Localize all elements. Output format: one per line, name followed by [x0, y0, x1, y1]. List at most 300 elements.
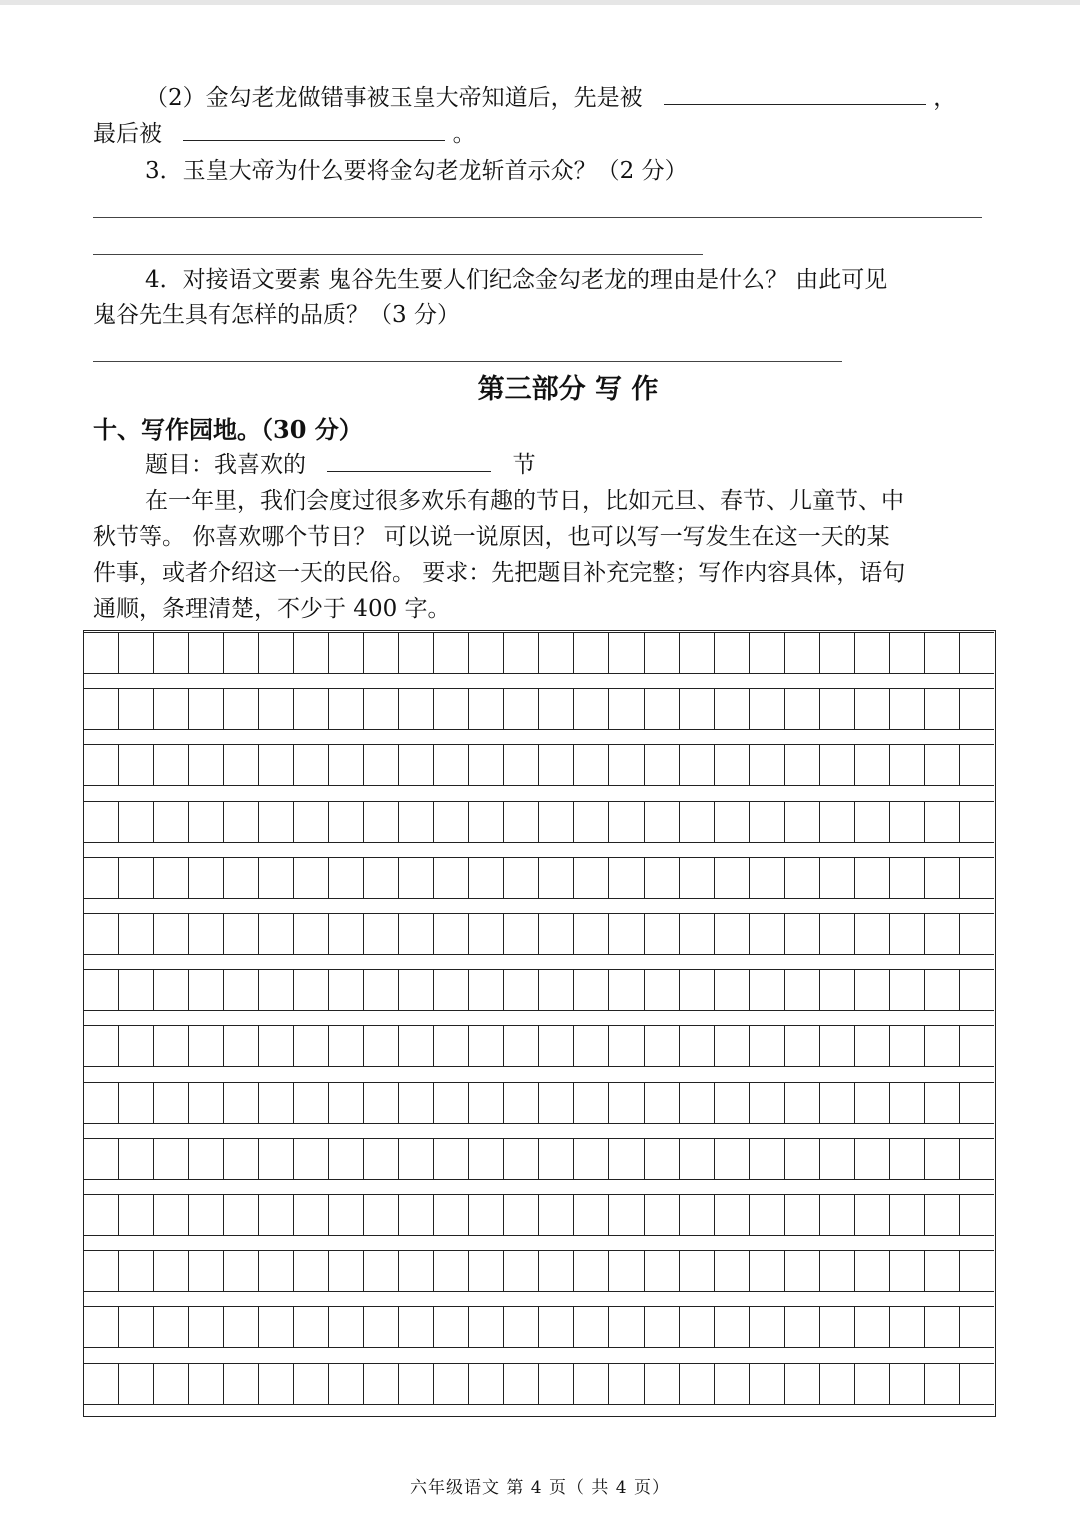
- grid-cell[interactable]: [890, 1082, 925, 1124]
- grid-cell[interactable]: [855, 913, 890, 955]
- grid-cell[interactable]: [189, 857, 224, 899]
- grid-cell[interactable]: [539, 1138, 574, 1180]
- grid-cell[interactable]: [960, 632, 994, 674]
- grid-cell[interactable]: [259, 632, 294, 674]
- grid-cell[interactable]: [680, 1250, 715, 1292]
- grid-cell[interactable]: [259, 913, 294, 955]
- grid-cell[interactable]: [84, 688, 119, 730]
- grid-cell[interactable]: [469, 1250, 504, 1292]
- grid-cell[interactable]: [925, 801, 960, 843]
- grid-cell[interactable]: [960, 801, 994, 843]
- grid-cell[interactable]: [925, 1250, 960, 1292]
- grid-cell[interactable]: [329, 744, 364, 786]
- grid-cell[interactable]: [960, 1306, 994, 1348]
- grid-cell[interactable]: [890, 913, 925, 955]
- grid-cell[interactable]: [399, 913, 434, 955]
- grid-cell[interactable]: [399, 1025, 434, 1067]
- grid-cell[interactable]: [189, 969, 224, 1011]
- grid-cell[interactable]: [645, 801, 680, 843]
- grid-cell[interactable]: [890, 1025, 925, 1067]
- grid-cell[interactable]: [294, 688, 329, 730]
- grid-cell[interactable]: [820, 688, 855, 730]
- grid-cell[interactable]: [224, 1250, 259, 1292]
- grid-cell[interactable]: [119, 1250, 154, 1292]
- grid-cell[interactable]: [574, 688, 609, 730]
- grid-cell[interactable]: [434, 1306, 469, 1348]
- grid-cell[interactable]: [785, 632, 820, 674]
- grid-cell[interactable]: [715, 801, 750, 843]
- grid-cell[interactable]: [329, 1082, 364, 1124]
- grid-cell[interactable]: [960, 1194, 994, 1236]
- grid-cell[interactable]: [224, 969, 259, 1011]
- grid-cell[interactable]: [224, 913, 259, 955]
- grid-cell[interactable]: [715, 1306, 750, 1348]
- grid-cell[interactable]: [925, 1082, 960, 1124]
- grid-cell[interactable]: [504, 1363, 539, 1405]
- grid-cell[interactable]: [680, 801, 715, 843]
- grid-cell[interactable]: [539, 688, 574, 730]
- grid-cell[interactable]: [294, 969, 329, 1011]
- grid-cell[interactable]: [609, 913, 644, 955]
- grid-cell[interactable]: [294, 857, 329, 899]
- grid-cell[interactable]: [574, 801, 609, 843]
- grid-cell[interactable]: [434, 1082, 469, 1124]
- grid-cell[interactable]: [154, 801, 189, 843]
- grid-cell[interactable]: [785, 913, 820, 955]
- grid-cell[interactable]: [750, 1138, 785, 1180]
- grid-cell[interactable]: [960, 857, 994, 899]
- grid-cell[interactable]: [680, 913, 715, 955]
- grid-cell[interactable]: [189, 913, 224, 955]
- q4-answer-line[interactable]: [93, 361, 842, 362]
- grid-cell[interactable]: [294, 744, 329, 786]
- grid-cell[interactable]: [399, 1306, 434, 1348]
- grid-cell[interactable]: [434, 744, 469, 786]
- grid-cell[interactable]: [750, 1082, 785, 1124]
- grid-cell[interactable]: [224, 1025, 259, 1067]
- grid-cell[interactable]: [259, 1363, 294, 1405]
- grid-cell[interactable]: [645, 744, 680, 786]
- grid-cell[interactable]: [329, 1250, 364, 1292]
- grid-cell[interactable]: [154, 1194, 189, 1236]
- grid-cell[interactable]: [785, 1194, 820, 1236]
- grid-cell[interactable]: [469, 744, 504, 786]
- grid-cell[interactable]: [224, 857, 259, 899]
- grid-cell[interactable]: [294, 632, 329, 674]
- grid-cell[interactable]: [609, 632, 644, 674]
- grid-cell[interactable]: [84, 1082, 119, 1124]
- grid-cell[interactable]: [154, 913, 189, 955]
- grid-cell[interactable]: [645, 857, 680, 899]
- grid-cell[interactable]: [259, 1194, 294, 1236]
- grid-cell[interactable]: [469, 801, 504, 843]
- grid-cell[interactable]: [539, 1363, 574, 1405]
- grid-cell[interactable]: [399, 1138, 434, 1180]
- grid-cell[interactable]: [890, 744, 925, 786]
- grid-cell[interactable]: [645, 688, 680, 730]
- grid-cell[interactable]: [715, 1194, 750, 1236]
- grid-cell[interactable]: [154, 744, 189, 786]
- grid-cell[interactable]: [294, 1306, 329, 1348]
- grid-cell[interactable]: [469, 688, 504, 730]
- grid-cell[interactable]: [329, 1138, 364, 1180]
- grid-cell[interactable]: [609, 688, 644, 730]
- grid-cell[interactable]: [539, 1194, 574, 1236]
- grid-cell[interactable]: [294, 1025, 329, 1067]
- grid-cell[interactable]: [855, 1025, 890, 1067]
- grid-cell[interactable]: [785, 1025, 820, 1067]
- grid-cell[interactable]: [574, 1025, 609, 1067]
- grid-cell[interactable]: [119, 913, 154, 955]
- grid-cell[interactable]: [119, 1363, 154, 1405]
- grid-cell[interactable]: [574, 1363, 609, 1405]
- grid-cell[interactable]: [504, 969, 539, 1011]
- grid-cell[interactable]: [294, 1363, 329, 1405]
- grid-cell[interactable]: [469, 857, 504, 899]
- grid-cell[interactable]: [750, 1194, 785, 1236]
- grid-cell[interactable]: [855, 744, 890, 786]
- grid-cell[interactable]: [855, 1250, 890, 1292]
- grid-cell[interactable]: [785, 1306, 820, 1348]
- grid-cell[interactable]: [785, 1363, 820, 1405]
- grid-cell[interactable]: [539, 1306, 574, 1348]
- grid-cell[interactable]: [609, 801, 644, 843]
- grid-cell[interactable]: [329, 913, 364, 955]
- grid-cell[interactable]: [715, 857, 750, 899]
- grid-cell[interactable]: [329, 801, 364, 843]
- grid-cell[interactable]: [189, 1250, 224, 1292]
- grid-cell[interactable]: [785, 1250, 820, 1292]
- grid-cell[interactable]: [504, 801, 539, 843]
- grid-cell[interactable]: [434, 969, 469, 1011]
- q3-answer-line-1[interactable]: [93, 217, 982, 218]
- grid-cell[interactable]: [399, 632, 434, 674]
- grid-cell[interactable]: [329, 1194, 364, 1236]
- grid-cell[interactable]: [715, 1025, 750, 1067]
- grid-cell[interactable]: [960, 744, 994, 786]
- grid-cell[interactable]: [329, 632, 364, 674]
- grid-cell[interactable]: [715, 1082, 750, 1124]
- grid-cell[interactable]: [294, 1138, 329, 1180]
- grid-cell[interactable]: [469, 1082, 504, 1124]
- grid-cell[interactable]: [750, 744, 785, 786]
- grid-cell[interactable]: [364, 857, 399, 899]
- q2-2-blank-last[interactable]: [183, 120, 445, 141]
- grid-cell[interactable]: [609, 1082, 644, 1124]
- grid-cell[interactable]: [750, 1025, 785, 1067]
- grid-cell[interactable]: [329, 857, 364, 899]
- grid-cell[interactable]: [855, 688, 890, 730]
- grid-cell[interactable]: [750, 632, 785, 674]
- grid-cell[interactable]: [224, 1138, 259, 1180]
- grid-cell[interactable]: [574, 1082, 609, 1124]
- grid-cell[interactable]: [259, 969, 294, 1011]
- grid-cell[interactable]: [189, 1363, 224, 1405]
- grid-cell[interactable]: [469, 1306, 504, 1348]
- grid-cell[interactable]: [960, 1363, 994, 1405]
- grid-cell[interactable]: [504, 1194, 539, 1236]
- grid-cell[interactable]: [820, 632, 855, 674]
- grid-cell[interactable]: [680, 1025, 715, 1067]
- grid-cell[interactable]: [609, 1025, 644, 1067]
- q3-answer-line-2[interactable]: [93, 254, 703, 255]
- grid-cell[interactable]: [154, 1250, 189, 1292]
- grid-cell[interactable]: [84, 1363, 119, 1405]
- grid-cell[interactable]: [294, 801, 329, 843]
- grid-cell[interactable]: [434, 913, 469, 955]
- grid-cell[interactable]: [434, 857, 469, 899]
- grid-cell[interactable]: [189, 1138, 224, 1180]
- grid-cell[interactable]: [750, 1250, 785, 1292]
- grid-cell[interactable]: [750, 688, 785, 730]
- grid-cell[interactable]: [715, 632, 750, 674]
- grid-cell[interactable]: [890, 1250, 925, 1292]
- grid-cell[interactable]: [154, 969, 189, 1011]
- grid-cell[interactable]: [925, 1138, 960, 1180]
- grid-cell[interactable]: [469, 969, 504, 1011]
- grid-cell[interactable]: [154, 1025, 189, 1067]
- grid-cell[interactable]: [820, 1250, 855, 1292]
- grid-cell[interactable]: [539, 913, 574, 955]
- grid-cell[interactable]: [364, 1082, 399, 1124]
- grid-cell[interactable]: [820, 744, 855, 786]
- grid-cell[interactable]: [539, 801, 574, 843]
- grid-cell[interactable]: [119, 1306, 154, 1348]
- grid-cell[interactable]: [84, 1025, 119, 1067]
- grid-cell[interactable]: [224, 744, 259, 786]
- grid-cell[interactable]: [259, 1025, 294, 1067]
- grid-cell[interactable]: [645, 913, 680, 955]
- grid-cell[interactable]: [574, 1194, 609, 1236]
- grid-cell[interactable]: [399, 857, 434, 899]
- grid-cell[interactable]: [399, 744, 434, 786]
- grid-cell[interactable]: [84, 1306, 119, 1348]
- grid-cell[interactable]: [434, 688, 469, 730]
- grid-cell[interactable]: [154, 857, 189, 899]
- grid-cell[interactable]: [399, 1194, 434, 1236]
- grid-cell[interactable]: [119, 1025, 154, 1067]
- grid-cell[interactable]: [785, 969, 820, 1011]
- grid-cell[interactable]: [364, 1194, 399, 1236]
- grid-cell[interactable]: [855, 632, 890, 674]
- grid-cell[interactable]: [785, 801, 820, 843]
- grid-cell[interactable]: [574, 1138, 609, 1180]
- grid-cell[interactable]: [154, 632, 189, 674]
- grid-cell[interactable]: [119, 857, 154, 899]
- grid-cell[interactable]: [925, 1194, 960, 1236]
- grid-cell[interactable]: [960, 913, 994, 955]
- grid-cell[interactable]: [574, 969, 609, 1011]
- grid-cell[interactable]: [329, 1306, 364, 1348]
- grid-cell[interactable]: [925, 744, 960, 786]
- grid-cell[interactable]: [715, 744, 750, 786]
- grid-cell[interactable]: [539, 744, 574, 786]
- grid-cell[interactable]: [434, 632, 469, 674]
- grid-cell[interactable]: [574, 632, 609, 674]
- grid-cell[interactable]: [84, 969, 119, 1011]
- grid-cell[interactable]: [364, 688, 399, 730]
- grid-cell[interactable]: [224, 1363, 259, 1405]
- grid-cell[interactable]: [750, 801, 785, 843]
- grid-cell[interactable]: [960, 1250, 994, 1292]
- grid-cell[interactable]: [645, 1082, 680, 1124]
- grid-cell[interactable]: [504, 688, 539, 730]
- grid-cell[interactable]: [890, 857, 925, 899]
- grid-cell[interactable]: [329, 1363, 364, 1405]
- grid-cell[interactable]: [855, 1363, 890, 1405]
- grid-cell[interactable]: [539, 1250, 574, 1292]
- grid-cell[interactable]: [294, 913, 329, 955]
- grid-cell[interactable]: [680, 1138, 715, 1180]
- grid-cell[interactable]: [960, 1025, 994, 1067]
- grid-cell[interactable]: [609, 1250, 644, 1292]
- grid-cell[interactable]: [715, 969, 750, 1011]
- grid-cell[interactable]: [890, 1194, 925, 1236]
- grid-cell[interactable]: [364, 1363, 399, 1405]
- grid-cell[interactable]: [504, 1306, 539, 1348]
- grid-cell[interactable]: [119, 744, 154, 786]
- grid-cell[interactable]: [504, 1025, 539, 1067]
- grid-cell[interactable]: [750, 857, 785, 899]
- grid-cell[interactable]: [84, 632, 119, 674]
- grid-cell[interactable]: [539, 1082, 574, 1124]
- grid-cell[interactable]: [189, 744, 224, 786]
- grid-cell[interactable]: [364, 632, 399, 674]
- grid-cell[interactable]: [119, 632, 154, 674]
- grid-cell[interactable]: [329, 688, 364, 730]
- grid-cell[interactable]: [224, 688, 259, 730]
- grid-cell[interactable]: [469, 913, 504, 955]
- grid-cell[interactable]: [154, 1138, 189, 1180]
- grid-cell[interactable]: [785, 744, 820, 786]
- grid-cell[interactable]: [119, 801, 154, 843]
- grid-cell[interactable]: [820, 1194, 855, 1236]
- grid-cell[interactable]: [645, 1138, 680, 1180]
- grid-cell[interactable]: [750, 913, 785, 955]
- grid-cell[interactable]: [224, 632, 259, 674]
- grid-cell[interactable]: [925, 857, 960, 899]
- grid-cell[interactable]: [294, 1194, 329, 1236]
- q2-2-blank-first[interactable]: [664, 84, 926, 105]
- grid-cell[interactable]: [609, 1194, 644, 1236]
- grid-cell[interactable]: [119, 1194, 154, 1236]
- grid-cell[interactable]: [785, 1082, 820, 1124]
- grid-cell[interactable]: [609, 857, 644, 899]
- grid-cell[interactable]: [364, 1138, 399, 1180]
- grid-cell[interactable]: [785, 688, 820, 730]
- grid-cell[interactable]: [119, 688, 154, 730]
- grid-cell[interactable]: [539, 857, 574, 899]
- grid-cell[interactable]: [750, 1306, 785, 1348]
- grid-cell[interactable]: [469, 1138, 504, 1180]
- grid-cell[interactable]: [820, 1025, 855, 1067]
- grid-cell[interactable]: [364, 913, 399, 955]
- grid-cell[interactable]: [399, 801, 434, 843]
- grid-cell[interactable]: [820, 913, 855, 955]
- grid-cell[interactable]: [189, 1025, 224, 1067]
- grid-cell[interactable]: [189, 801, 224, 843]
- grid-cell[interactable]: [364, 1025, 399, 1067]
- grid-cell[interactable]: [855, 801, 890, 843]
- grid-cell[interactable]: [820, 969, 855, 1011]
- grid-cell[interactable]: [259, 744, 294, 786]
- grid-cell[interactable]: [645, 969, 680, 1011]
- grid-cell[interactable]: [469, 1363, 504, 1405]
- grid-cell[interactable]: [504, 857, 539, 899]
- grid-cell[interactable]: [119, 969, 154, 1011]
- grid-cell[interactable]: [855, 1306, 890, 1348]
- grid-cell[interactable]: [574, 1306, 609, 1348]
- grid-cell[interactable]: [680, 857, 715, 899]
- grid-cell[interactable]: [574, 744, 609, 786]
- grid-cell[interactable]: [469, 1194, 504, 1236]
- grid-cell[interactable]: [504, 744, 539, 786]
- grid-cell[interactable]: [469, 1025, 504, 1067]
- grid-cell[interactable]: [925, 688, 960, 730]
- grid-cell[interactable]: [890, 1363, 925, 1405]
- grid-cell[interactable]: [434, 1363, 469, 1405]
- grid-cell[interactable]: [890, 1138, 925, 1180]
- grid-cell[interactable]: [855, 1082, 890, 1124]
- grid-cell[interactable]: [925, 913, 960, 955]
- grid-cell[interactable]: [364, 744, 399, 786]
- grid-cell[interactable]: [84, 801, 119, 843]
- grid-cell[interactable]: [364, 1306, 399, 1348]
- grid-cell[interactable]: [925, 1363, 960, 1405]
- grid-cell[interactable]: [434, 801, 469, 843]
- grid-cell[interactable]: [154, 1306, 189, 1348]
- grid-cell[interactable]: [539, 969, 574, 1011]
- grid-cell[interactable]: [715, 913, 750, 955]
- grid-cell[interactable]: [224, 1194, 259, 1236]
- grid-cell[interactable]: [715, 688, 750, 730]
- grid-cell[interactable]: [645, 1025, 680, 1067]
- grid-cell[interactable]: [609, 969, 644, 1011]
- grid-cell[interactable]: [84, 1250, 119, 1292]
- grid-cell[interactable]: [504, 632, 539, 674]
- grid-cell[interactable]: [715, 1138, 750, 1180]
- grid-cell[interactable]: [259, 1306, 294, 1348]
- grid-cell[interactable]: [855, 969, 890, 1011]
- grid-cell[interactable]: [154, 688, 189, 730]
- grid-cell[interactable]: [960, 1082, 994, 1124]
- topic-blank[interactable]: [327, 451, 491, 472]
- grid-cell[interactable]: [224, 1306, 259, 1348]
- grid-cell[interactable]: [960, 1138, 994, 1180]
- grid-cell[interactable]: [154, 1082, 189, 1124]
- grid-cell[interactable]: [189, 1306, 224, 1348]
- grid-cell[interactable]: [925, 1025, 960, 1067]
- grid-cell[interactable]: [820, 1138, 855, 1180]
- grid-cell[interactable]: [645, 1194, 680, 1236]
- grid-cell[interactable]: [785, 857, 820, 899]
- grid-cell[interactable]: [680, 1306, 715, 1348]
- grid-cell[interactable]: [504, 1138, 539, 1180]
- grid-cell[interactable]: [890, 801, 925, 843]
- grid-cell[interactable]: [645, 1363, 680, 1405]
- grid-cell[interactable]: [750, 969, 785, 1011]
- grid-cell[interactable]: [329, 969, 364, 1011]
- grid-cell[interactable]: [539, 1025, 574, 1067]
- grid-cell[interactable]: [715, 1250, 750, 1292]
- grid-cell[interactable]: [119, 1082, 154, 1124]
- grid-cell[interactable]: [890, 632, 925, 674]
- grid-cell[interactable]: [259, 1250, 294, 1292]
- grid-cell[interactable]: [820, 1306, 855, 1348]
- grid-cell[interactable]: [574, 857, 609, 899]
- grid-cell[interactable]: [925, 969, 960, 1011]
- grid-cell[interactable]: [680, 1194, 715, 1236]
